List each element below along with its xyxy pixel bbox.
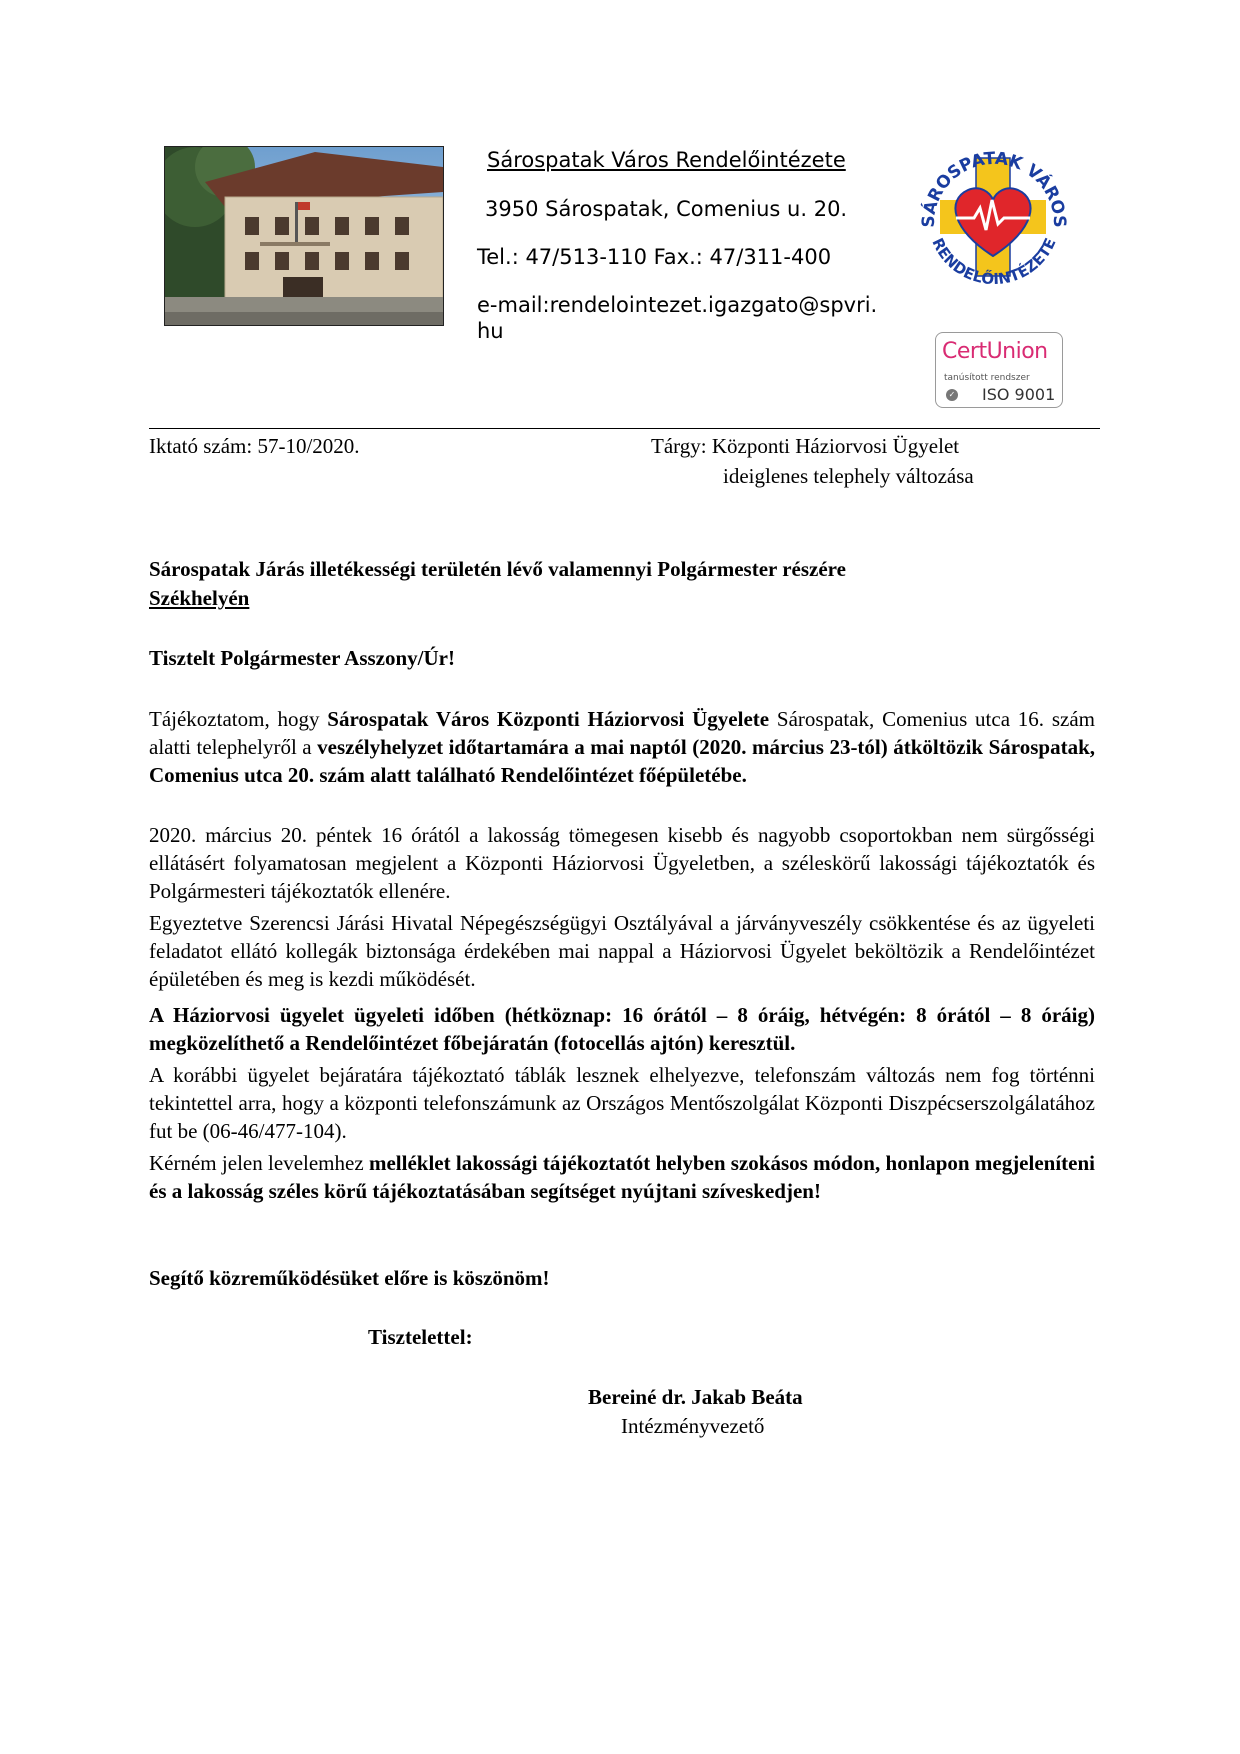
signer-name: Bereiné dr. Jakab Beáta [588,1385,803,1409]
closing-thanks: Segítő közreműködésüket előre is köszönöm! [149,1266,550,1290]
institution-phone-fax: Tel.: 47/513-110 Fax.: 47/311-400 [477,245,832,269]
paragraph-4: A Háziorvosi ügyelet ügyeleti időben (hétköznap: 16 órától – 8 óráig, hétvégén: 8 órától – 8 óráig) megközelíthető a Rendelőintézet főbejáratán (fotocellás ajtón) keresztül. [149,1003,1095,1055]
signer-title: Intézményvezető [621,1414,765,1438]
heart-cross-logo-icon [912,138,1074,300]
paragraph-5: A korábbi ügyelet bejáratára tájékoztató táblák lesznek elhelyezve, telefonszám változás nem fog történni tekintettel arra, hogy a központi telefonszámunk az Országos Mentőszolgálat Központi Diszpécserszolgálatához fut be (06-46/477-104). [149,1063,1095,1143]
subject-line-2: ideiglenes telephely változása [723,464,974,488]
paragraph-1 [149,705,1095,789]
recipient-line: Sárospatak Járás illetékességi területén lévő valamennyi Polgármester részére [149,557,846,581]
p6-text-a: Kérném jelen levelemhez [149,1151,369,1175]
cert-small-text: tanúsított rendszer [944,373,1030,383]
reference-number: Iktató szám: 57-10/2020. [149,434,360,458]
recipient-location: Székhelyén [149,586,250,610]
institution-email[interactable]: e-mail:rendelointezet.igazgato@spvri.hu [477,293,878,343]
paragraph-3: Egyeztetve Szerencsi Járási Hivatal Népegészségügyi Osztályával a járványveszély csökkentése és az ügyeleti feladatot ellátó kollegák biztonsága érdekében mai nappal a Háziorvosi Ügyelet beköltözik a Rendelőintézet épületében és meg is kezdi működését. [149,911,1095,991]
check-icon: ✓ [946,389,958,401]
closing-regards: Tisztelettel: [368,1325,473,1349]
p1-text-d: veszélyhelyzet időtartamára a mai naptól (2020. március 23-tól) átköltözik Sárospatak, Comenius utca 20. szám alatt található Rendelőintézet főépületébe. [149,735,1095,787]
cert-standard: ISO 9001 [982,385,1056,404]
p1-text-c: Sárospatak, Comenius utca 16. szám alatti telephelyről a [149,707,1095,759]
paragraph-6 [149,1149,1095,1205]
logo-text-top: SÁROSPATAK VÁROS [918,148,1070,228]
p1-text-a: Tájékoztatom, hogy [149,707,328,731]
certunion-badge [935,332,1063,408]
institution-name: Sárospatak Város Rendelőintézete [487,148,846,172]
cert-brand: CertUnion [942,339,1048,364]
p6-text-b: melléklet lakossági tájékoztatót helyben szokásos módon, honlapon megjeleníteni és a lakosság széles körű tájékoztatásában segítséget nyújtani szíveskedjen! [149,1151,1095,1203]
building-photo [164,146,444,326]
header-divider [149,428,1100,429]
subject-line-1: Tárgy: Központi Háziorvosi Ügyelet [651,434,960,458]
salutation: Tisztelt Polgármester Asszony/Úr! [149,646,455,670]
institution-address: 3950 Sárospatak, Comenius u. 20. [485,197,848,221]
p1-text-b: Sárospatak Város Központi Háziorvosi Ügyelete [327,707,770,731]
paragraph-2: 2020. március 20. péntek 16 órától a lakosság tömegesen kisebb és nagyobb csoportokban nem sürgősségi ellátásért folyamatosan megjelent a Központi Háziorvosi Ügyeletben, a széleskörű lakossági tájékoztatók és Polgármesteri tájékoztatók ellenére. [149,823,1095,903]
logo-text-bottom: RENDELŐINTÉZETE [928,235,1060,289]
